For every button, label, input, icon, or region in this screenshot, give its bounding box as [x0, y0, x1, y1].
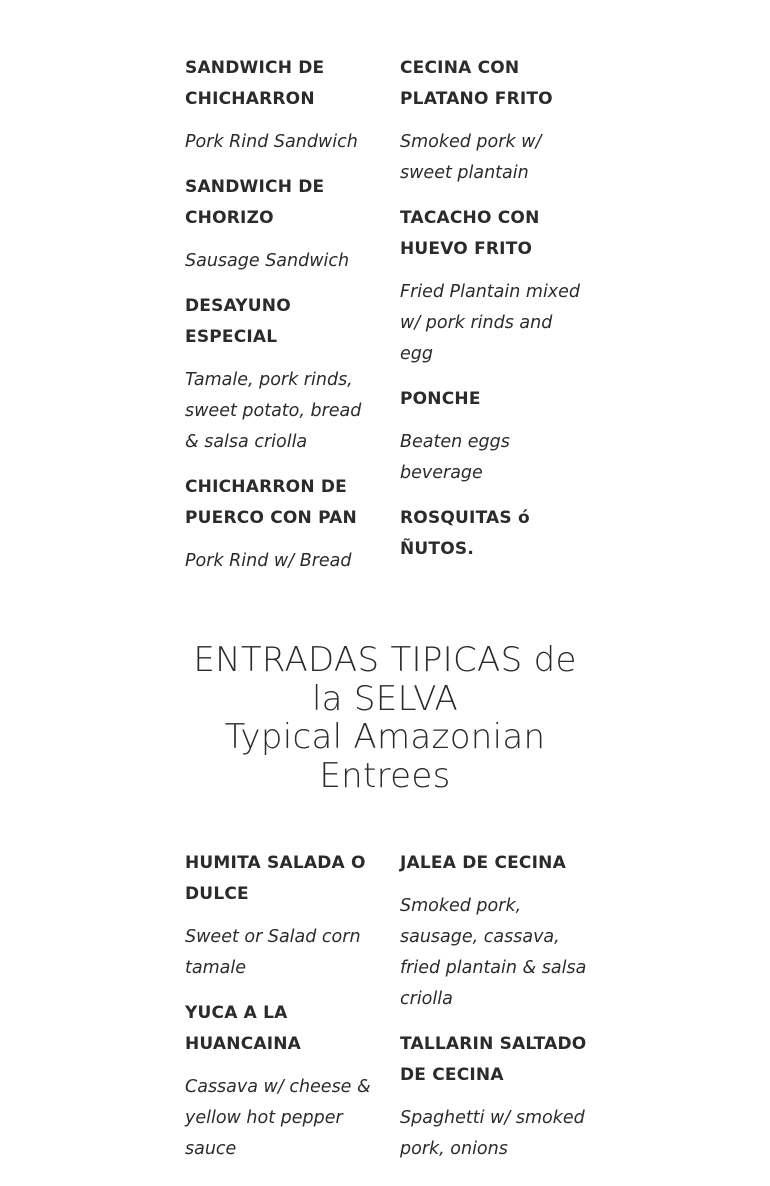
menu-column-left	[185, 848, 375, 1179]
menu-item-description: Tamale, pork rinds, sweet potato, bread & salsa criolla	[185, 370, 362, 452]
menu-item-description: Beaten eggs beverage	[400, 432, 510, 483]
menu-item-name: TALLARIN SALTADO DE CECINA	[400, 1034, 587, 1085]
menu-item-description: Sausage Sandwich	[185, 251, 350, 271]
entrees-menu-grid	[185, 848, 590, 1179]
menu-item-description: Sweet or Salad corn tamale	[185, 927, 361, 978]
menu-item	[185, 998, 375, 1165]
menu-item	[185, 472, 375, 577]
menu-item	[400, 848, 590, 1015]
menu-item-name: YUCA A LA HUANCAINA	[185, 1003, 302, 1054]
menu-item-description: Pork Rind w/ Bread	[185, 551, 352, 571]
menu-item-description: Smoked pork, sausage, cassava, fried plantain & salsa criolla	[400, 896, 587, 1009]
menu-item-description: Spaghetti w/ smoked pork, onions	[400, 1108, 585, 1159]
menu-item-description: Pork Rind Sandwich	[185, 132, 358, 152]
menu-item-name: SANDWICH DE CHORIZO	[185, 177, 325, 228]
menu-item-name: JALEA DE CECINA	[400, 853, 566, 873]
section-title-english: Typical Amazonian Entrees	[224, 717, 546, 796]
menu-item	[400, 503, 590, 565]
menu-item-name: CECINA CON PLATANO FRITO	[400, 58, 553, 109]
menu-item	[400, 203, 590, 370]
menu-item-name: PONCHE	[400, 389, 481, 409]
menu-item-description: Smoked pork w/ sweet plantain	[400, 132, 542, 183]
menu-column-left	[185, 53, 375, 591]
menu-item-name: CHICHARRON DE PUERCO CON PAN	[185, 477, 357, 528]
menu-column-right	[400, 53, 590, 591]
menu-item	[400, 1029, 590, 1165]
menu-item	[185, 848, 375, 984]
menu-item-name: TACACHO CON HUEVO FRITO	[400, 208, 540, 259]
menu-item-name: DESAYUNO ESPECIAL	[185, 296, 291, 347]
menu-item	[185, 291, 375, 458]
menu-column-right	[400, 848, 590, 1179]
breakfast-menu-grid	[185, 53, 590, 591]
section-heading	[185, 641, 585, 795]
menu-item	[400, 53, 590, 189]
menu-item-name: HUMITA SALADA O DULCE	[185, 853, 366, 904]
menu-item	[185, 172, 375, 277]
menu-item-name: SANDWICH DE CHICHARRON	[185, 58, 325, 109]
menu-item-description: Fried Plantain mixed w/ pork rinds and egg	[400, 282, 581, 364]
section-title-spanish: ENTRADAS TIPICAS de la SELVA	[193, 640, 577, 719]
menu-item-name: ROSQUITAS ó ÑUTOS.	[400, 508, 530, 559]
menu-item	[185, 53, 375, 158]
menu-item-description: Cassava w/ cheese & yellow hot pepper sauce	[185, 1077, 371, 1159]
menu-item	[400, 384, 590, 489]
